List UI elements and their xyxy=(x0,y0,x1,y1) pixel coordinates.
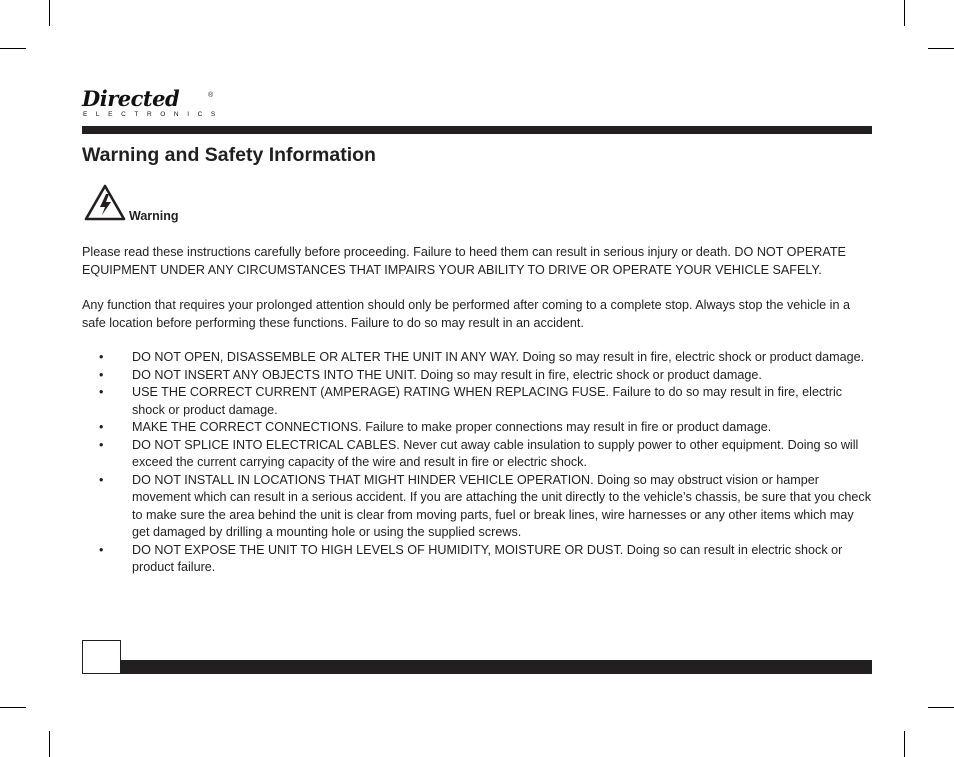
brand-logo-subtitle: ELECTRONICS xyxy=(83,111,224,118)
list-item xyxy=(82,419,874,437)
page-title: Warning and Safety Information xyxy=(82,144,376,166)
list-item-text: DO NOT OPEN, DISASSEMBLE OR ALTER THE UNIT IN ANY WAY. Doing so may result in fire, electric shock or product damage. xyxy=(132,350,865,364)
bullet-marker: • xyxy=(99,472,104,487)
list-item-text: DO NOT SPLICE INTO ELECTRICAL CABLES. Never cut away cable insulation to supply power to other equipment. Doing so will exceed the current carrying capacity of the wire and result in fire or electric shock. xyxy=(132,437,859,469)
list-item xyxy=(82,437,874,472)
crop-mark-bottom-right-horizontal xyxy=(928,707,954,708)
list-item xyxy=(82,367,874,385)
crop-mark-top-left-horizontal xyxy=(0,48,26,49)
warning-label: Warning xyxy=(129,209,179,223)
warning-list xyxy=(82,349,874,577)
bullet-marker: • xyxy=(99,367,104,382)
page-number-box xyxy=(82,640,121,674)
high-voltage-warning-icon xyxy=(84,184,126,221)
list-item xyxy=(82,349,874,367)
intro-paragraph: Please read these instructions carefully before proceeding. Failure to heed them can result in serious injury or death. DO NOT OPERATE EQUIPMENT UNDER ANY CIRCUMSTANCES THAT IMPAIRS YOUR ABILITY TO DRIVE OR OPERATE YOUR VEHICLE SAFELY. xyxy=(82,245,846,277)
list-item-text: DO NOT INSTALL IN LOCATIONS THAT MIGHT HINDER VEHICLE OPERATION. Doing so may obstruct vision or hamper movement which can result in a serious accident. If you are attaching the unit directly to the vehicle’s chassis, be sure that you check to make sure the area behind the unit is clear from moving parts, fuel or break lines, wire harnesses or any other items which may get damaged by drilling a mounting hole or using the supplied screws. xyxy=(132,472,871,539)
crop-mark-bottom-right-vertical xyxy=(904,731,905,757)
list-item xyxy=(82,472,874,542)
crop-mark-bottom-left-horizontal xyxy=(0,707,26,708)
crop-mark-top-right-horizontal xyxy=(928,48,954,49)
crop-mark-top-right-vertical xyxy=(904,0,905,26)
crop-mark-top-left-vertical xyxy=(49,0,50,26)
list-item-text: DO NOT EXPOSE THE UNIT TO HIGH LEVELS OF HUMIDITY, MOISTURE OR DUST. Doing so can result in electric shock or product failure. xyxy=(132,542,843,574)
bullet-marker: • xyxy=(99,542,104,557)
registered-mark: ® xyxy=(208,92,214,99)
brand-logo-wordmark: Directed xyxy=(82,86,180,111)
list-item-text: MAKE THE CORRECT CONNECTIONS. Failure to make proper connections may result in fire or product damage. xyxy=(132,420,772,434)
bullet-marker: • xyxy=(99,350,104,364)
footer-rule xyxy=(120,660,872,674)
list-item-text: DO NOT INSERT ANY OBJECTS INTO THE UNIT. Doing so may result in fire, electric shock or product damage. xyxy=(132,367,762,382)
brand-logo xyxy=(82,86,224,122)
list-item-text: USE THE CORRECT CURRENT (AMPERAGE) RATING WHEN REPLACING FUSE. Failure to do so may result in fire, electric shock or product damage. xyxy=(132,385,843,417)
bullet-marker: • xyxy=(99,385,104,399)
list-item xyxy=(82,384,874,419)
header-rule xyxy=(82,126,872,134)
attention-paragraph: Any function that requires your prolonged attention should only be performed after coming to a complete stop. Always stop the vehicle in a safe location before performing these functions. Failure to do so may result in an accident. xyxy=(82,298,850,330)
list-item xyxy=(82,542,874,577)
bullet-marker: • xyxy=(99,437,104,452)
bullet-marker: • xyxy=(99,420,104,434)
crop-mark-bottom-left-vertical xyxy=(49,731,50,757)
